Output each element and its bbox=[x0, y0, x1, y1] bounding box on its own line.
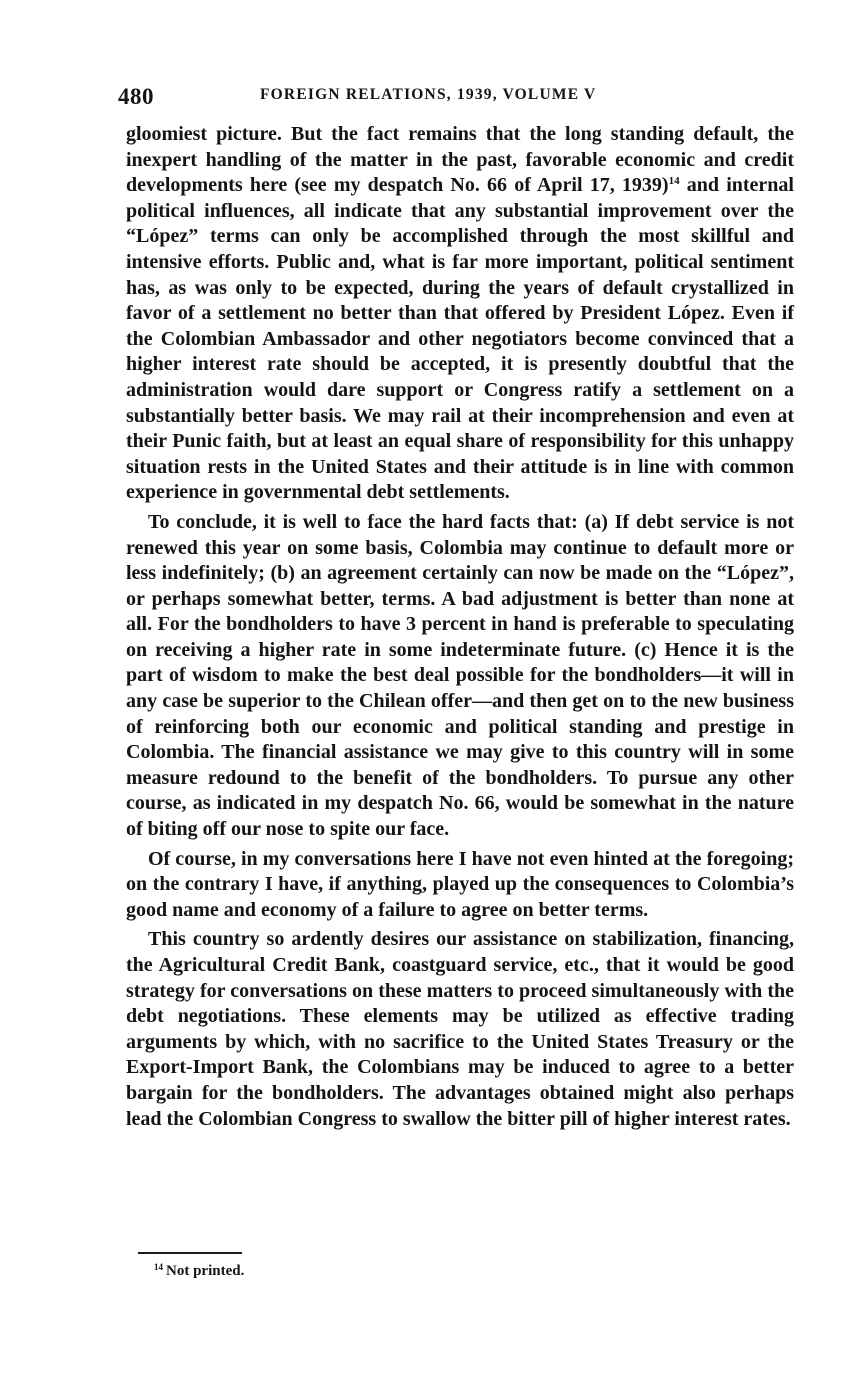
paragraph-4: This country so ardently desires our assistance on stabilization, financing, the Agricultural Credit Bank, coastguard service, etc., that it would be good strategy for conversations on these matters to proceed simultaneously with the debt negotiations. These elements may be utilized as effective trading arguments by which, with no sacrifice to the United States Treasury or the Export-Import Bank, the Colombians may be induced to agree to a better bargain for the bondholders. The advantages obtained might also perhaps lead the Colombian Congress to swallow the bitter pill of higher interest rates. bbox=[126, 928, 794, 1130]
footnote-divider bbox=[138, 1252, 242, 1254]
body-text bbox=[126, 122, 794, 1136]
paragraph-1 bbox=[126, 122, 794, 506]
paragraph-2: To conclude, it is well to face the hard facts that: (a) If debt service is not renewed this year on some basis, Colombia may continue to default more or less indefinitely; (b) an agreement certainly can now be made on the “López”, or perhaps somewhat better, terms. A bad adjustment is better than none at all. For the bondholders to have 3 percent in hand is preferable to speculating on receiving a higher rate in some indeterminate future. (c) Hence it is the part of wisdom to make the best deal possible for the bondholders—it will in any case be superior to the Chilean offer—and then get on to the new business of reinforcing both our economic and political standing and prestige in Colombia. The financial assistance we may give to this country will in some measure redound to the benefit of the bondholders. To pursue any other course, as indicated in my despatch No. 66, would be somewhat in the nature of biting off our nose to spite our face. bbox=[126, 510, 794, 841]
footnote-text: Not printed. bbox=[166, 1263, 245, 1279]
footnote bbox=[154, 1262, 244, 1280]
page-header bbox=[118, 82, 798, 114]
paragraph-1-text-a: gloomiest picture. But the fact remains that the long standing default, the inexpert handling of the matter in the past, favorable economic and credit developments here (see my despatch No. 66 of April 17, 1939) bbox=[126, 123, 794, 197]
footnote-reference: 14 bbox=[668, 175, 680, 188]
paragraph-3: Of course, in my conversations here I have not even hinted at the foregoing; on the contrary I have, if anything, played up the consequences to Colombia’s good name and economy of a failure to agree on better terms. bbox=[126, 847, 794, 921]
footnote-number: 14 bbox=[154, 1262, 163, 1272]
running-head: FOREIGN RELATIONS, 1939, VOLUME V bbox=[260, 86, 597, 103]
paragraph-1-text-b: and internal political influences, all indicate that any substantial improvement over the “López” terms can only be accomplished through the most skillful and intensive efforts. Public and, what is far more important, political sentiment has, as was only to be expected, during the years of default crystallized in favor of a settlement no better than that offered by President López. Even if the Colombian Ambassador and other negotiators become convinced that a higher interest rate should be accepted, it is presently doubtful that the administration would dare support or Congress ratify a settlement on a substantially better basis. We may rail at their incomprehension and even at their Punic faith, but at least an equal share of responsibility for this unhappy situation rests in the United States and their attitude is in line with common experience in governmental debt settlements. bbox=[126, 174, 794, 504]
page-number: 480 bbox=[118, 84, 154, 109]
